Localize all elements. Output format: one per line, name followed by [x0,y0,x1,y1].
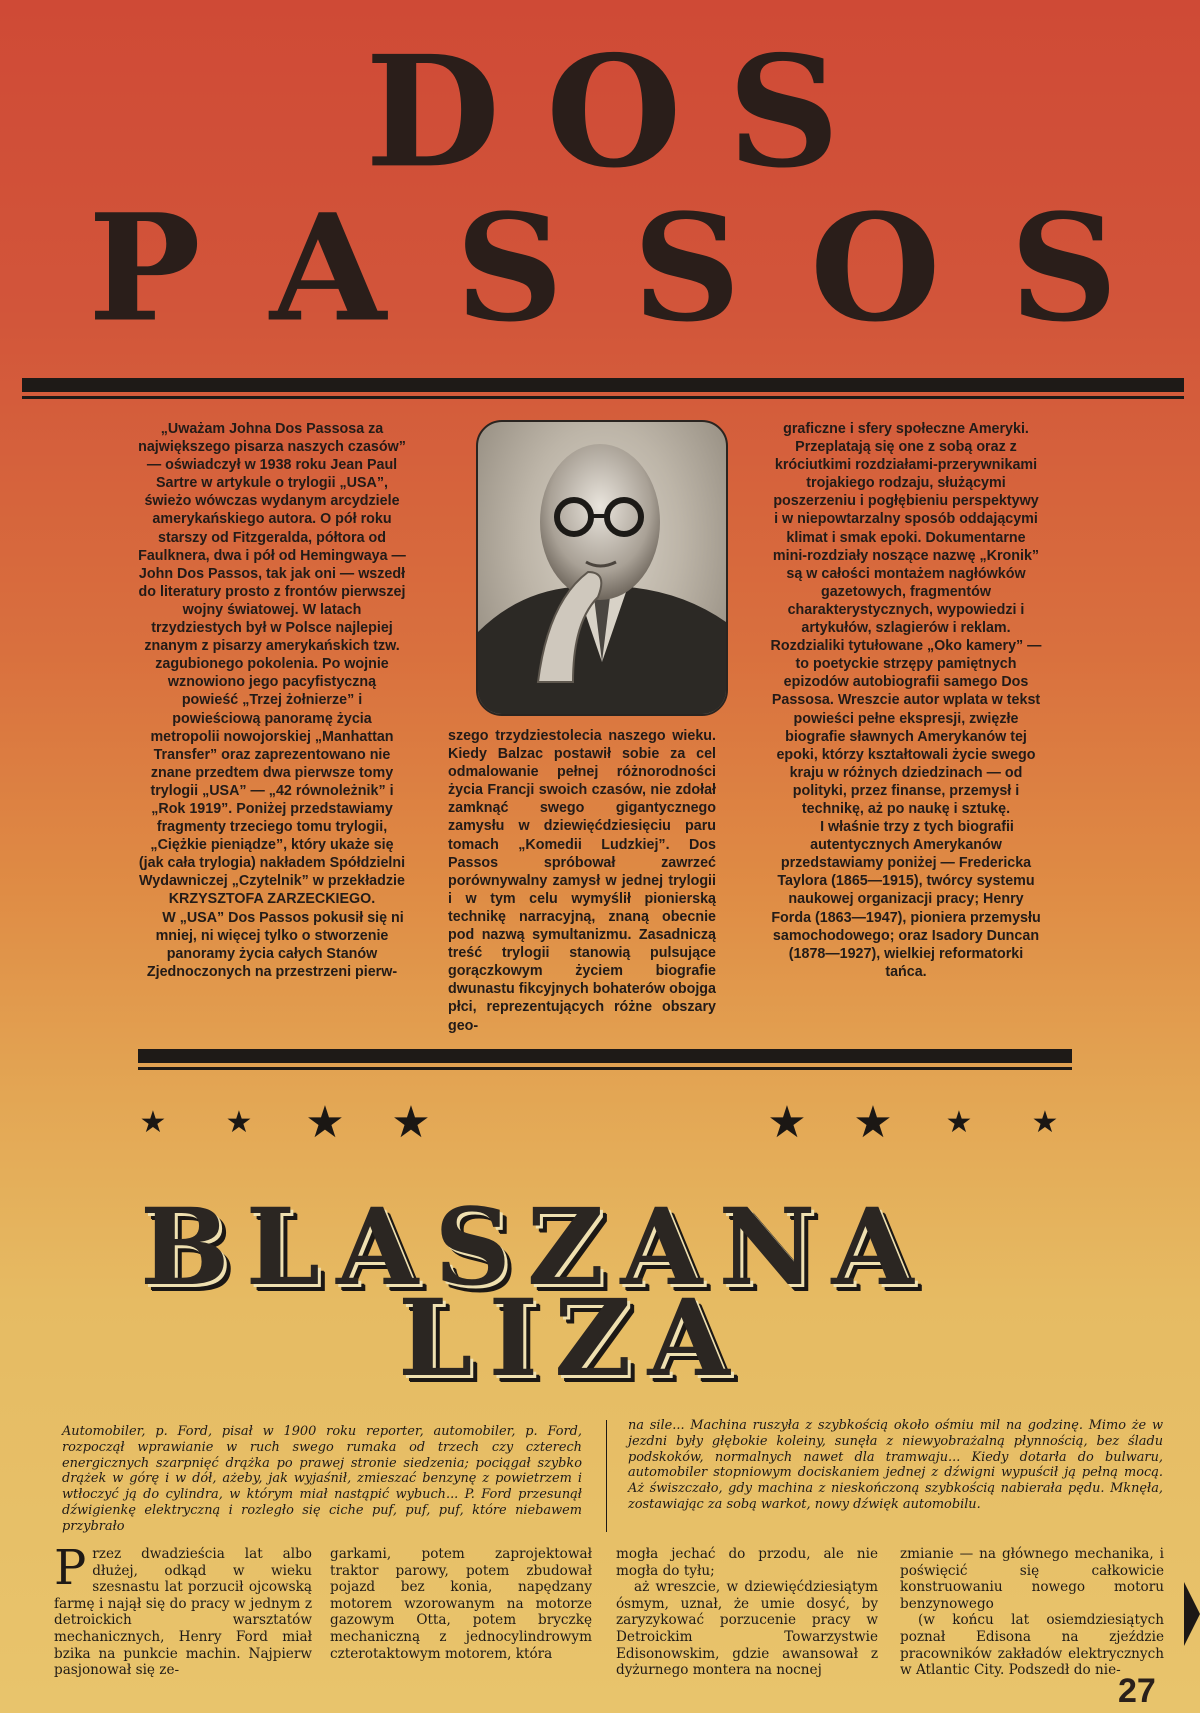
star-icon: ★ [853,1098,893,1147]
body-column-1 [54,1540,312,1679]
star-icon: ★ [391,1098,431,1147]
intro-column-right [770,420,1042,981]
title-letter: A [269,182,387,355]
intro-paragraph: „Uważam Johna Dos Passosa za największego pisarza naszych czasów” — oświadczył w 1938 roku Jean Paul Sartre w artykule o trylogii „USA”, świeżo wówczas wydanym arcydziele amerykańskiego autora. O pół roku starszy od Fitzgeralda, półtora od Faulknera, dwa i pół od Hemingwaya — John Dos Passos, tak jak oni — wszedł do literatury prosto z frontów pierwszej wojny światowej. W latach trzydziestych był w Polsce najlepiej znanym z pisarzy amerykańskich tzw. zagubionego pokolenia. Po wojnie wznowiono jego pacyfistyczną powieść „Trzej żołnierze” i powieściową panoramę życia metropolii nowojorskiej „Manhattan Transfer” oraz zaprezentowano nie znane przedtem dwa pierwsze tomy trylogii „USA” — „42 równoleżnik” i „Rok 1919”. Poniżej przedstawiamy fragmenty trzeciego tomu trylogii, „Ciężkie pieniądze”, który ukaże się (jak cała trylogia) nakładem Spółdzielni Wydawniczej „Czytelnik” w przekładzie KRZYSZTOFA ZARZECKIEGO. [138,421,406,908]
star-icon: ★ [1031,1106,1059,1139]
continue-arrow-icon [1184,1582,1200,1646]
lead-divider [606,1420,607,1532]
stars-left [110,1098,454,1148]
intro-paragraph: I właśnie trzy z tych biografii autentycznych Amerykanów przedstawiamy poniżej — Fredericka Taylora (1865—1915), twórcy systemu naukowej organizacji pracy; Henry Forda (1863—1947), pioniera przemysłu samochodowego; oraz Isadory Duncan (1878—1927), wielkiej reformatorki tańca. [771,819,1041,980]
star-icon: ★ [767,1098,807,1147]
title-letter: S [455,182,564,355]
lead-column-right: na sile... Machina ruszyła z szybkością około ośmiu mil na godzinę. Mimo że w jezdni były głębokie koleiny, sunęła z niewyobrażalną płynnością, bez śladu podskoków, normalnych nawet dla tramwaju... Kiedy dotarła do bulwaru, automobiler stopniowym dociskaniem jednej z dźwigni wypuścił ją pełną mocą. Aż świszczało, gdy machina z nieskończoną szybkością nabierała pędu. Mknęła, zostawiając za sobą warkot, nowy dźwięk automobilu. [628,1418,1163,1512]
star-icon: ★ [305,1098,345,1147]
body-paragraph: (w końcu lat osiemdziesiątych poznał Edisona na zjeździe pracowników zakładów elektrycznych w Atlantic City. Podszedł do nie- [900,1612,1164,1679]
stars-right [744,1098,1088,1148]
header-title-line-2 [88,182,1118,355]
title-letter: O [545,22,682,202]
title-letter: D [365,22,501,202]
body-paragraph: rzez dwadzieścia lat albo dłużej, odkąd w wieku szesnastu lat porzucił ojcowską farmę i najął się do pracy w jednym z detroickich warsztatów mechanicznych, Henry Ford miał bzika na punkcie machin. Najpierw pasjonował się ze- [54,1546,312,1679]
title-letter: S [1009,182,1118,355]
body-paragraph: mogła jechać do przodu, ale nie mogła do tyłu; [616,1546,878,1579]
intro-paragraph: W „USA” Dos Passos pokusił się ni mniej, ni więcej tylko o stworzenie panoramy życia całych Stanów Zjednoczonych na przestrzeni pierw- [146,909,404,980]
middle-rule-thin [138,1067,1072,1070]
author-portrait [476,420,728,716]
body-paragraph: zmianie — na głównego mechanika, i poświęcić się całkowicie konstruowaniu nowego motoru benzynowego [900,1546,1164,1612]
body-paragraph: garkami, potem zaprojektował traktor parowy, potem zbudował pojazd bez konia, napędzany motorem wzorowanym na motorze gazowym Otta, potem bryczkę mechaniczną z jednocylindrowym czterotaktowym motorem, która [330,1546,592,1662]
lead-column-left: Automobiler, p. Ford, pisał w 1900 roku reporter, automobiler, p. Ford, rozpoczął wprawianie w ruch swego rumaka od trzech czy czterech energicznych szarpnięć drążka po prawej stronie siedzenia; pociągał szybko drążek w górę i w dół, ażeby, jak wyjaśnił, zmieszać benzynę z powietrzem i wtłoczyć ją do cylindra, w którym miał nastąpić wybuch... P. Ford przesunął dźwigienkę elektryczną i rozległo się ciche puf, puf, puf, które niebawem przybrało [62,1424,582,1534]
top-rule-thin [22,396,1184,399]
title-letter: P [88,182,201,355]
drop-cap: P [54,1540,87,1596]
top-rule-thick [22,378,1184,392]
intro-column-left [138,420,406,981]
header-title-line-1 [365,22,840,202]
intro-column-middle [448,727,716,1035]
story-title-line-2: LIZA [398,1275,746,1400]
story-title-line-1: BLASZANA [140,1184,930,1309]
body-column-4 [900,1546,1164,1679]
body-column-2 [330,1546,592,1662]
star-icon: ★ [945,1106,973,1139]
intro-paragraph: szego trzydziestolecia naszego wieku. Kiedy Balzac postawił sobie za cel odmalowanie pełnej różnorodności życia Francji swoich czasów, nie zdołał zamknąć swego gigantycznego zamysłu w dziewięćdziesięciu paru tomach „Komedii Ludzkiej”. Dos Passos spróbował zawrzeć porównywalny zamysł w jednej trylogii i w tym celu wymyślił pionierską technikę narracyjną, znaną obecnie pod nazwą symultanizmu. Zasadniczą treść trylogii stanowią pulsujące gorączkowym życiem biografie dwunastu fikcyjnych bohaterów obojga płci, reprezentujących różne obszary geo- [448,728,716,1034]
intro-paragraph: graficzne i sfery społeczne Ameryki. Przeplatają się one z sobą oraz z króciutkimi rozdziałami-przerywnikami trojakiego rodzaju, służącymi poszerzeniu i pogłębieniu perspektywy i w niepowtarzalny sposób oddającymi klimat i smak epoki. Dokumentarne mini-rozdziały noszące nazwę „Kronik” są w całości montażem nagłówków gazetowych, fragmentów charakterystycznych, wypowiedzi i artykułów, szlagierów i reklam. Rozdzialiki tytułowane „Oko kamery” — to poetyckie strzępy pamiętnych epizodów autobiografii samego Dos Passosa. Wreszcie autor wplata w tekst powieści pełne ekspresji, zwięzłe biografie sławnych Amerykanów tej epoki, którzy kształtowali życie swego kraju w różnych dziedzinach — od polityki, przez finanse, przemysł i technikę, aż po naukę i sztukę. [770,421,1042,817]
body-column-3 [616,1546,878,1679]
middle-rule-thick [138,1049,1072,1063]
title-letter: S [727,22,840,202]
title-letter: O [809,182,941,355]
portrait-illustration [478,422,726,714]
star-icon: ★ [225,1106,253,1139]
title-letter: S [632,182,741,355]
star-icon: ★ [139,1106,167,1139]
page-number: 27 [1118,1672,1156,1710]
body-paragraph: aż wreszcie, w dziewięćdziesiątym ósmym, uznał, że umie dosyć, by zaryzykować porzucenie pracy w Detroickim Towarzystwie Edisonowskim, gdzie awansował z dyżurnego montera na nocnej [616,1579,878,1679]
